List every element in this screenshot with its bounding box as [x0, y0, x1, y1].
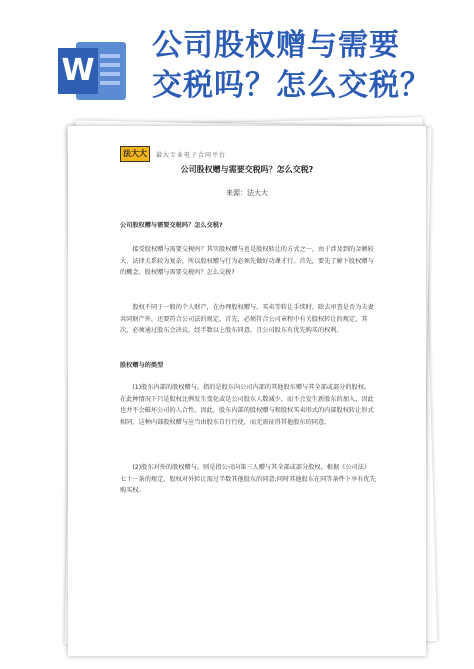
logo-mark: 法大大 — [120, 146, 150, 162]
document-title: 公司股权赠与需要交税吗？怎么交税? — [180, 165, 314, 174]
banner-title — [152, 26, 462, 106]
word-document-icon: W — [58, 42, 128, 100]
paragraph: (1)股东内部的股权赠与。指的是股东向公司内部的其他股东赠与其全部或部分的股权。在此种情况下只是股权比例发生变化或是公司股东人数减少，而不会发生新股东的加入，因此也并不会破坏公司的人合性。因此，股东内部的股权赠与和股权买卖形式的内部股权转让形式相同，这种内部股权赠与应当由股东自行行使，而无需征得其他股东的同意。 — [120, 384, 374, 426]
section-heading: 股权赠与的类型 — [120, 362, 164, 369]
document-page — [68, 126, 426, 656]
banner-title-line1: 公司股权赠与需要 — [152, 28, 400, 63]
banner-title-line2: 交税吗？怎么交税？ — [152, 68, 431, 103]
logo-tagline: 最大专业电子合同平台 — [156, 151, 227, 159]
fadada-logo — [120, 147, 226, 161]
banner — [0, 0, 474, 112]
section-heading: 公司股权赠与需要交税吗？怎么交税? — [120, 222, 223, 229]
paragraph: (2)股东对外的股权赠与。则是指公司向第三人赠与其全部或部分股权。根据《公司法》七十一条的规定，股权对外转让需过半数其他股东的同意;同时其他股东在同等条件下享有优先购买权。 — [120, 464, 376, 494]
paragraph: 接受股权赠与需要交税吗？其实股权赠与也是股权转让的方式之一，由于涉及到的金额较大、法律关系较为复杂，所以股权赠与行为必须先做好功课才行。首先，要先了解下股权赠与的概念、股权赠与需要交税吗？怎么交税? — [120, 246, 374, 276]
document-source: 来源：法大大 — [226, 189, 268, 197]
paragraph: 股权不同于一般的个人财产，在办理股权赠与、买卖等转让手续时，除去审查是否为夫妻共同财产外，还要符合公司法的规定，首先，必须符合公司章程中有关股权转让的规定，其次，必须通过股东会决议，经半数以上股东同意，且公司股东有优先购买的权利。 — [120, 304, 374, 334]
